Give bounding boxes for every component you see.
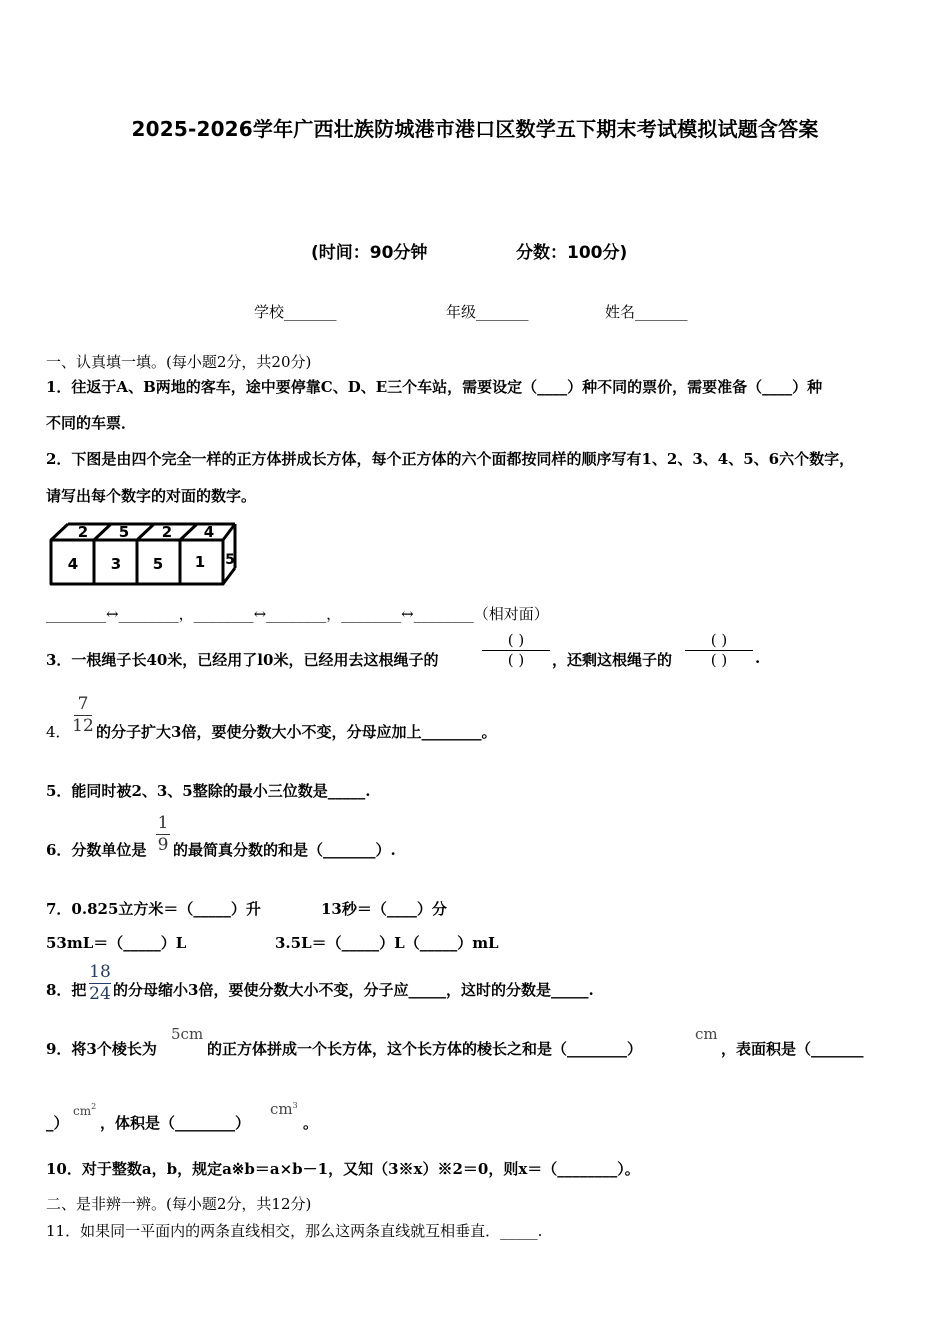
q7-part-d: 3.5L＝（_____）L（_____）mL	[275, 934, 499, 952]
fraction-denominator: 24	[89, 984, 111, 1004]
q3-text-b: ，还剩这根绳子的	[552, 651, 673, 669]
q3-fraction-left	[685, 632, 753, 669]
page-title: 2025-2026学年广西壮族防城港市港口区数学五下期末考试模拟试题含答案	[131, 117, 819, 141]
q9-line2-c: 。	[303, 1114, 319, 1132]
q7-part-a: 7．0.825立方米＝（_____）升	[46, 900, 261, 918]
q9-text-mid: 的正方体拼成一个长方体，这个长方体的棱长之和是（________）	[207, 1040, 643, 1058]
fraction-denominator: 9	[157, 835, 169, 855]
section1-heading: 一、认真填一填。(每小题2分，共20分)	[46, 353, 312, 371]
q9-line2-a: _）	[46, 1114, 69, 1132]
unit-exponent: 2	[91, 1102, 97, 1111]
q7-part-c: 53mL＝（_____）L	[46, 934, 187, 952]
cube-top-4: 4	[203, 523, 215, 541]
q3-fraction-used	[482, 632, 550, 669]
fraction-denominator: ( )	[507, 651, 525, 669]
unit-text: cm	[73, 1104, 92, 1118]
q1-line2: 不同的车票．	[46, 414, 137, 432]
q10-text: 10．对于整数a，b，规定a※b＝a×b－1，又知（3※x）※2＝0，则x＝（________）。	[46, 1160, 640, 1178]
cube-top-2: 5	[118, 523, 130, 541]
fraction-numerator: ( )	[710, 631, 728, 649]
name-field: 姓名_______	[605, 303, 688, 321]
q3-text-c: .	[755, 649, 761, 667]
exam-time: (时间：90分钟	[311, 243, 428, 263]
q9-text-pre: 9．将3个棱长为	[46, 1040, 157, 1058]
grade-field: 年级_______	[446, 303, 529, 321]
fraction-denominator: ( )	[710, 651, 728, 669]
fraction-numerator: 1	[157, 813, 169, 833]
cube-top-1: 2	[77, 523, 89, 541]
q4-text: 的分子扩大3倍，要使分数大小不变，分母应加上________。	[96, 723, 497, 741]
q9-unit-cm2	[73, 1102, 96, 1118]
cube-figure	[46, 520, 246, 590]
q6-fraction	[154, 814, 172, 855]
cube-top-3: 2	[161, 523, 173, 541]
cube-side: 5	[225, 552, 235, 568]
q2-answer: ________↔________，________↔________，________↔________（相对面）	[46, 605, 549, 623]
unit-exponent: 3	[292, 1101, 298, 1110]
unit-text: cm	[270, 1100, 293, 1118]
q7-part-b: 13秒＝（____）分	[321, 900, 447, 918]
q9-line2-b: ，体积是（________）	[100, 1114, 251, 1132]
fraction-numerator: ( )	[507, 631, 525, 649]
exam-score: 分数：100分)	[516, 243, 628, 263]
q6-text: 的最简真分数的和是（_______）.	[173, 841, 396, 859]
q3-text-a: 3．一根绳子长40米，已经用了l0米，已经用去这根绳子的	[46, 651, 439, 669]
fraction-denominator: 12	[72, 716, 94, 736]
school-field: 学校_______	[254, 303, 337, 321]
q8-text-pre: 8．把	[46, 981, 87, 999]
fraction-numerator: 18	[89, 962, 111, 982]
q4-fraction	[72, 695, 94, 736]
q8-fraction	[87, 963, 113, 1004]
q9-text-end: ，表面积是（_______	[721, 1040, 864, 1058]
cube-front-3: 5	[152, 555, 164, 573]
q8-text: 的分母缩小3倍，要使分数大小不变，分子应_____，这时的分数是_____.	[113, 981, 594, 999]
cube-front-1: 4	[67, 555, 79, 573]
q11-text: 11．如果同一平面内的两条直线相交，那么这两条直线就互相垂直．_____.	[46, 1222, 543, 1240]
q1-line1: 1．往返于A、B两地的客车，途中要停靠C、D、E三个车站，需要设定（____）种不同的票价，需要准备（____）种	[46, 378, 823, 396]
q6-text-pre: 6．分数单位是	[46, 841, 147, 859]
section2-heading: 二、是非辨一辨。(每小题2分，共12分)	[46, 1195, 312, 1213]
q2-line2: 请写出每个数字的对面的数字。	[46, 487, 257, 505]
q5-text: 5．能同时被2、3、5整除的最小三位数是_____.	[46, 782, 371, 800]
q9-unit-cm-2: cm	[695, 1025, 718, 1043]
q9-unit-cm3	[270, 1100, 298, 1118]
q2-line1: 2．下图是由四个完全一样的正方体拼成长方体，每个正方体的六个面都按同样的顺序写有1、2、3、4、5、6六个数字，	[46, 450, 855, 468]
q9-unit-cm: 5cm	[171, 1025, 204, 1043]
cube-front-2: 3	[110, 555, 122, 573]
q4-number: 4．	[46, 723, 71, 741]
fraction-numerator: 7	[77, 694, 89, 714]
cube-front-4: 1	[194, 553, 206, 571]
